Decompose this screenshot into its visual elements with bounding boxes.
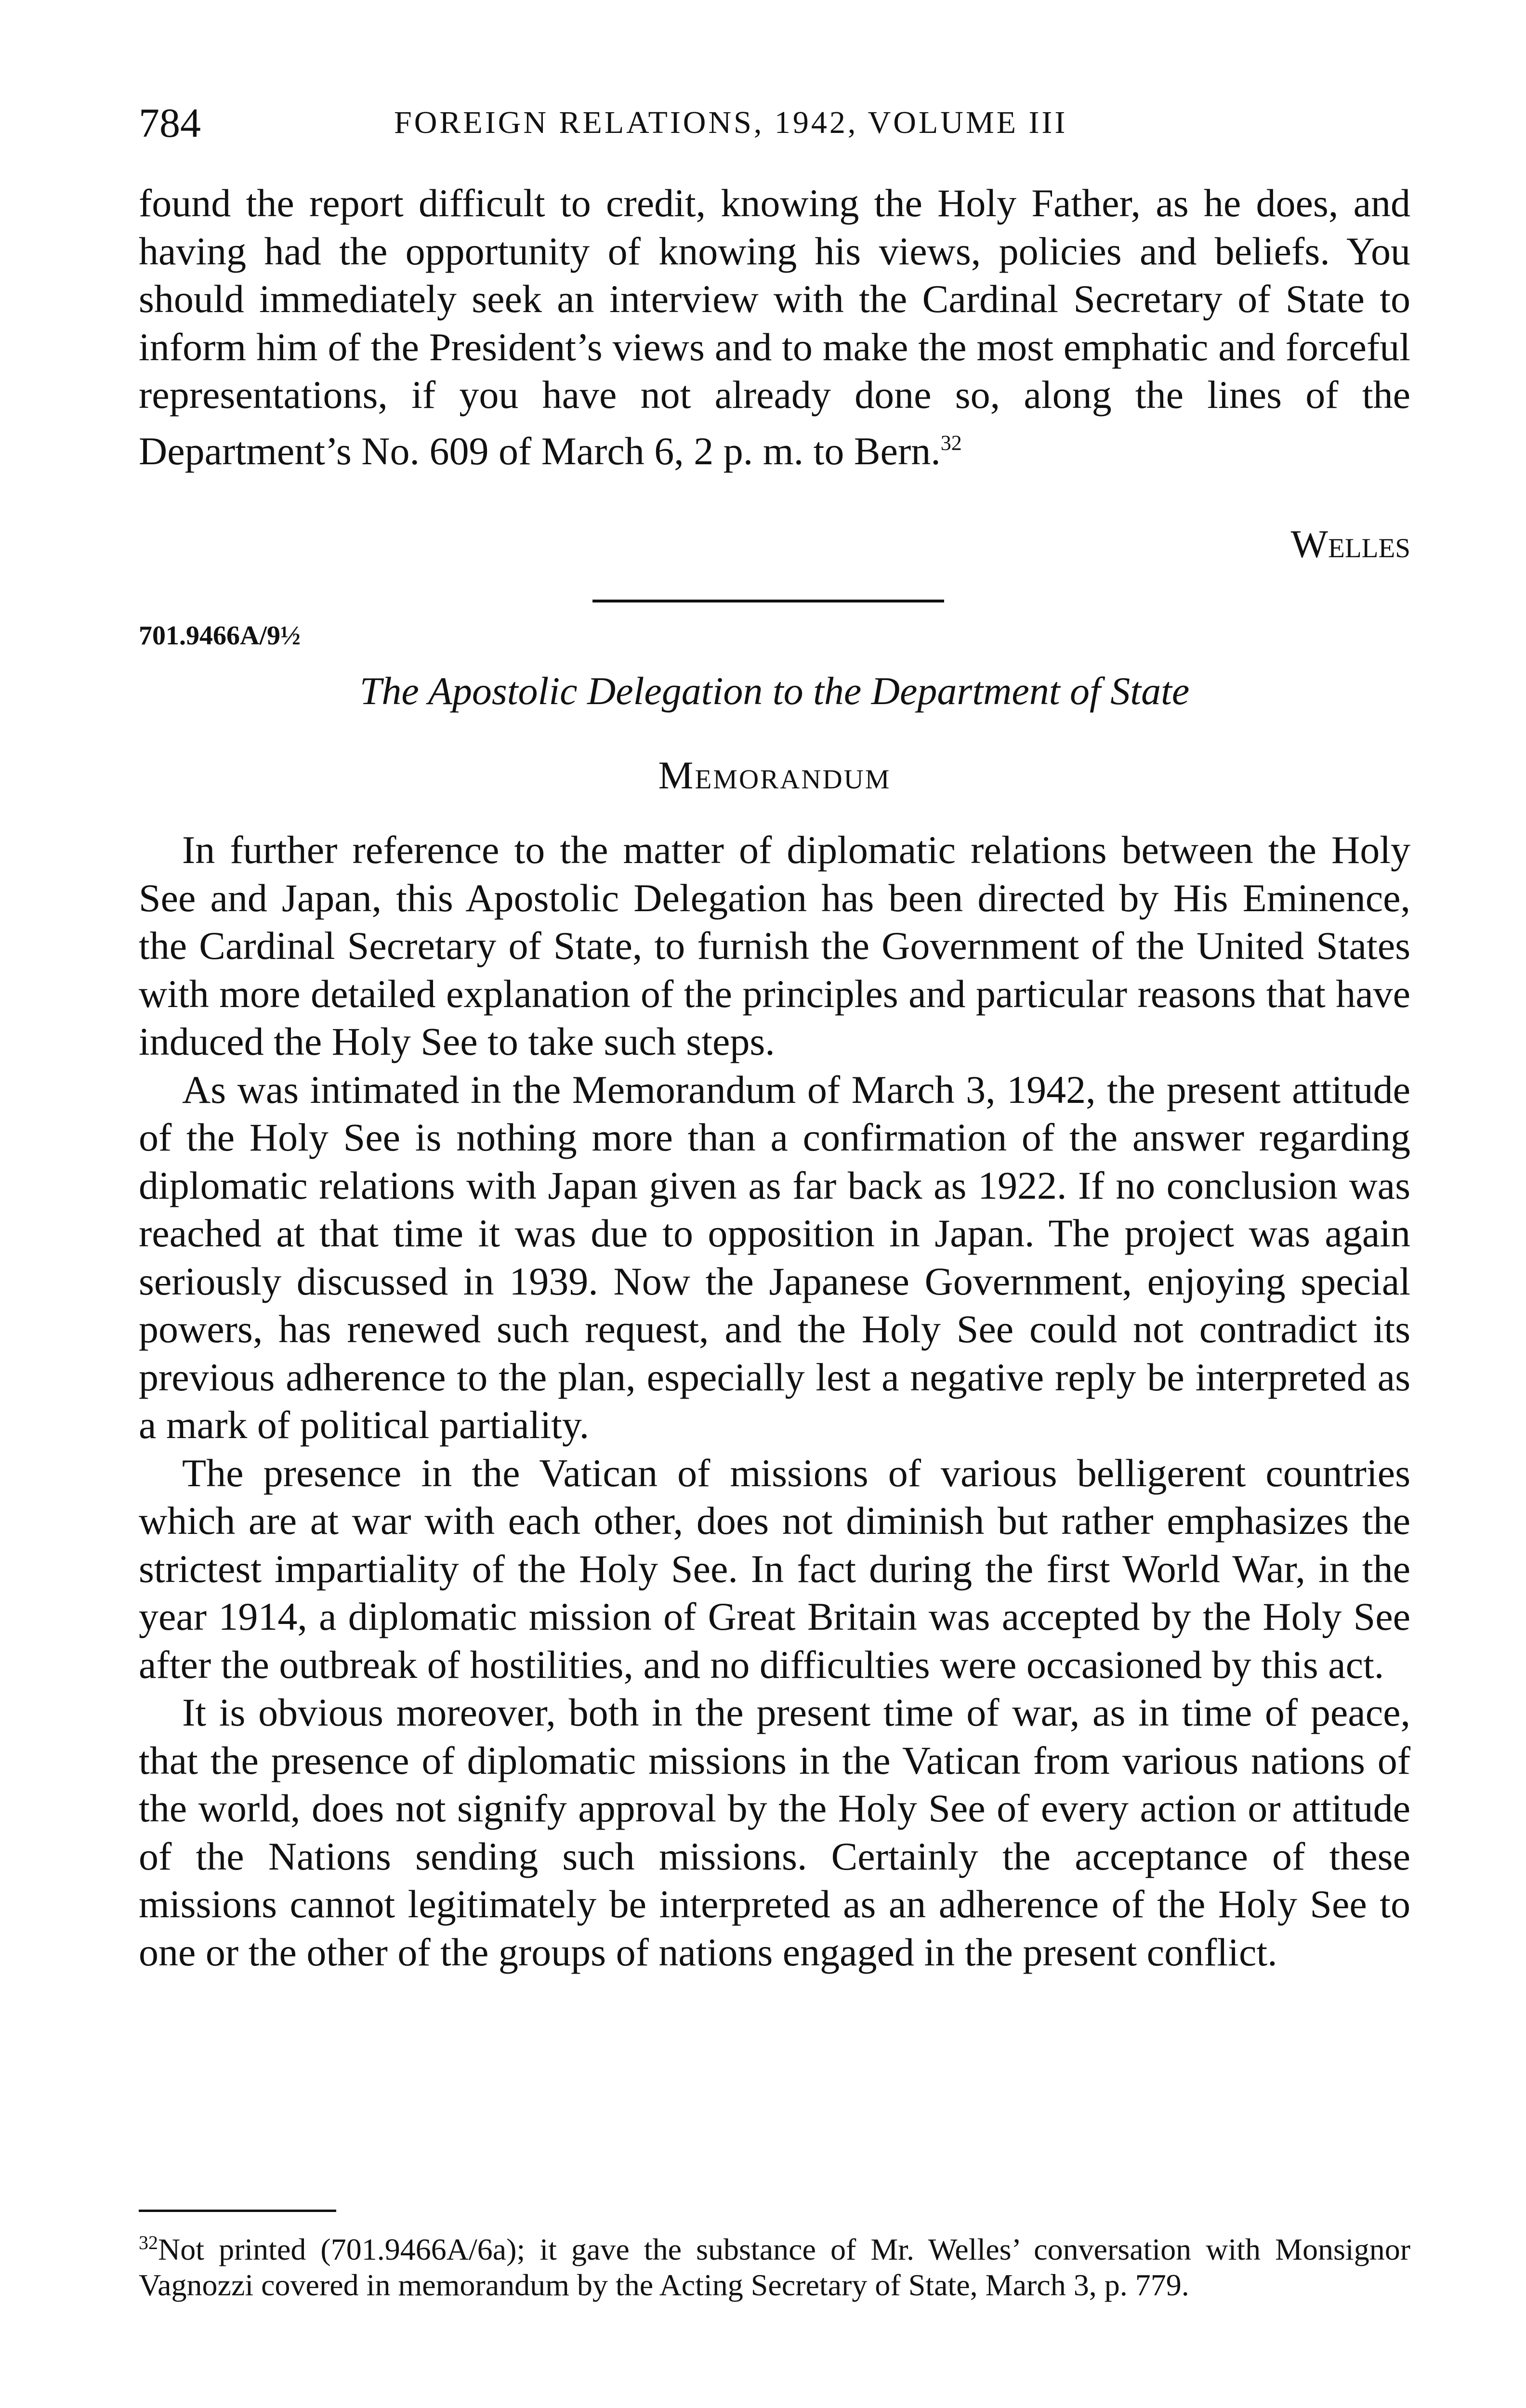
- footnote-marker: 32: [139, 2232, 158, 2253]
- memorandum-label: Memorandum: [658, 753, 891, 797]
- continuation-text: found the report difficult to credit, knowing the Holy Father, as he does, and having had the opportunity of knowing his views, policies and beliefs. You should immediately seek an interview with the Cardinal Secretary of State to inform him of the President’s views and to make the most emphatic and forceful representations, if you have not already done so, along the lines of the Department’s No. 609 of March 6, 2 p. m. to Bern.: [139, 181, 1410, 473]
- footnote-reference: 32: [940, 431, 962, 455]
- memorandum-body: [139, 826, 1410, 1976]
- signature: Welles: [1290, 522, 1410, 566]
- page-number: 784: [139, 100, 201, 146]
- document-heading: The Apostolic Delegation to the Department of State: [359, 669, 1190, 713]
- continuation-paragraph: [139, 179, 1410, 475]
- footnote-text: Not printed (701.9466A/6a); it gave the substance of Mr. Welles’ conversation with Monsignor Vagnozzi covered in memorandum by the Acting Secretary of State, March 3, p. 779.: [139, 2232, 1410, 2302]
- journal-title: FOREIGN RELATIONS, 1942, VOLUME III: [394, 105, 1068, 140]
- file-number: 701.9466A/9½: [139, 621, 301, 651]
- body-paragraph-4: It is obvious moreover, both in the present time of war, as in time of peace, that the presence of diplomatic missions in the Vatican from various nations of the world, does not signify approval by the Holy See of every action or attitude of the Nations sending such missions. Certainly the acceptance of these missions cannot legitimately be interpreted as an adherence of the Holy See to one or the other of the groups of nations engaged in the present conflict.: [139, 1690, 1410, 1974]
- body-paragraph-1: In further reference to the matter of diplomatic relations between the Holy See and Japan, this Apostolic Delegation has been directed by His Eminence, the Cardinal Secretary of State, to furnish the Government of the United States with more detailed explanation of the principles and particular reasons that have induced the Holy See to take such steps.: [139, 828, 1410, 1063]
- running-head: [139, 87, 1410, 159]
- body-paragraph-3: The presence in the Vatican of missions of various belligerent countries which are at war with each other, does not diminish but rather emphasizes the strictest impartiality of the Holy See. In fact during the first World War, in the year 1914, a diplomatic mission of Great Britain was accepted by the Holy See after the outbreak of hostilities, and no difficulties were occasioned by this act.: [139, 1451, 1410, 1687]
- footnote-divider: [139, 2210, 336, 2212]
- footnote: [139, 2225, 1410, 2303]
- section-divider: [592, 600, 944, 602]
- body-paragraph-2: As was intimated in the Memorandum of March 3, 1942, the present attitude of the Holy See is nothing more than a confirmation of the answer regarding diplomatic relations with Japan given as far back as 1922. If no conclusion was reached at that time it was due to opposition in Japan. The project was again seriously discussed in 1939. Now the Japanese Government, enjoying special powers, has renewed such request, and the Holy See could not contradict its previous adherence to the plan, especially lest a negative reply be interpreted as a mark of political partiality.: [139, 1067, 1410, 1447]
